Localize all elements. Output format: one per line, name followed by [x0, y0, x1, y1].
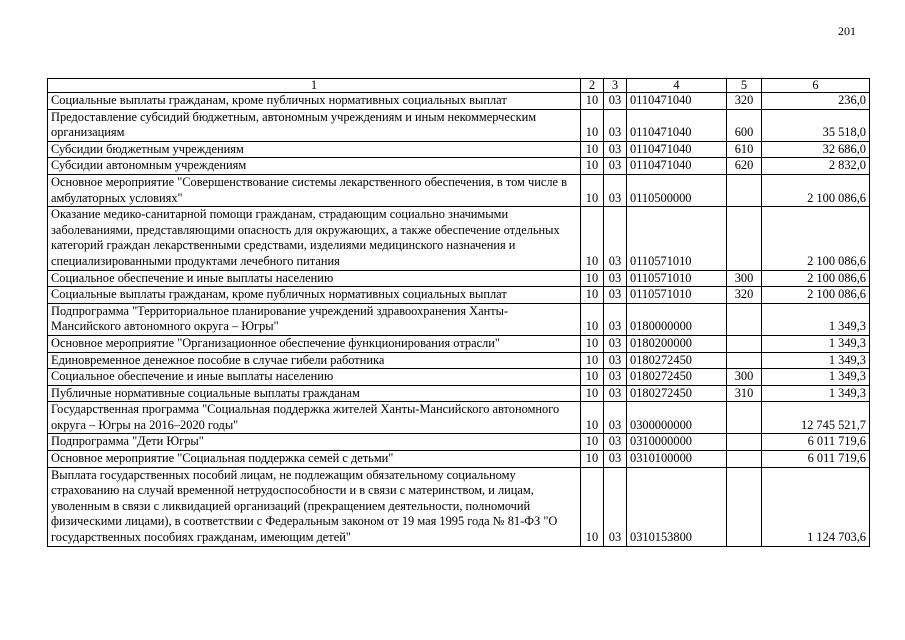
section-cell: 10 — [581, 402, 604, 434]
row-name-cell: Публичные нормативные социальные выплаты гражданам — [48, 385, 581, 402]
subsection-cell: 03 — [604, 451, 627, 468]
table-row — [48, 141, 870, 158]
amount-cell: 1 349,3 — [762, 385, 870, 402]
section-cell: 10 — [581, 385, 604, 402]
subsection-cell: 03 — [604, 335, 627, 352]
expense-type-cell — [727, 174, 762, 206]
row-name-cell: Основное мероприятие "Организационное обеспечение функционирования отрасли" — [48, 335, 581, 352]
row-name-cell: Единовременное денежное пособие в случае гибели работника — [48, 352, 581, 369]
table-row — [48, 174, 870, 206]
subsection-cell: 03 — [604, 174, 627, 206]
amount-cell: 12 745 521,7 — [762, 402, 870, 434]
row-name-cell: Социальное обеспечение и иные выплаты населению — [48, 270, 581, 287]
expense-type-cell — [727, 335, 762, 352]
target-code-cell: 0300000000 — [627, 402, 727, 434]
amount-cell: 1 349,3 — [762, 352, 870, 369]
section-cell: 10 — [581, 451, 604, 468]
row-name-cell: Государственная программа "Социальная поддержка жителей Ханты-Мансийского автономного округа – Югры на 2016–2020 годы" — [48, 402, 581, 434]
expense-type-cell — [727, 451, 762, 468]
table-row — [48, 434, 870, 451]
column-header: 2 — [581, 79, 604, 93]
section-cell: 10 — [581, 141, 604, 158]
target-code-cell: 0310100000 — [627, 451, 727, 468]
target-code-cell: 0110571010 — [627, 287, 727, 304]
target-code-cell: 0110471040 — [627, 141, 727, 158]
amount-cell: 1 124 703,6 — [762, 467, 870, 546]
row-name-cell: Подпрограмма "Территориальное планирование учреждений здравоохранения Ханты-Мансийского автономного округа – Югры" — [48, 303, 581, 335]
row-name-cell: Субсидии автономным учреждениям — [48, 158, 581, 175]
subsection-cell: 03 — [604, 352, 627, 369]
target-code-cell: 0110471040 — [627, 158, 727, 175]
section-cell: 10 — [581, 434, 604, 451]
row-name-cell: Основное мероприятие "Совершенствование системы лекарственного обеспечения, в том числе в амбулаторных условиях" — [48, 174, 581, 206]
expense-type-cell: 620 — [727, 158, 762, 175]
table-row — [48, 369, 870, 386]
subsection-cell: 03 — [604, 402, 627, 434]
table-row — [48, 352, 870, 369]
target-code-cell: 0310153800 — [627, 467, 727, 546]
amount-cell: 2 100 086,6 — [762, 174, 870, 206]
table-row — [48, 402, 870, 434]
section-cell: 10 — [581, 93, 604, 110]
subsection-cell: 03 — [604, 207, 627, 270]
target-code-cell: 0180272450 — [627, 352, 727, 369]
section-cell: 10 — [581, 174, 604, 206]
column-header: 1 — [48, 79, 581, 93]
target-code-cell: 0110571010 — [627, 270, 727, 287]
target-code-cell: 0180272450 — [627, 369, 727, 386]
section-cell: 10 — [581, 369, 604, 386]
expense-type-cell: 300 — [727, 270, 762, 287]
amount-cell: 6 011 719,6 — [762, 451, 870, 468]
subsection-cell: 03 — [604, 141, 627, 158]
column-header: 5 — [727, 79, 762, 93]
expense-type-cell: 300 — [727, 369, 762, 386]
column-header: 4 — [627, 79, 727, 93]
amount-cell: 236,0 — [762, 93, 870, 110]
amount-cell: 2 832,0 — [762, 158, 870, 175]
row-name-cell: Оказание медико-санитарной помощи гражданам, страдающим социально значимыми заболеваниями, представляющими опасность для окружающих, а также обеспечение отдельных категорий граждан лекарственными средствами, изделиями медицинского назначения и специализированными продуктами лечебного питания — [48, 207, 581, 270]
amount-cell: 2 100 086,6 — [762, 270, 870, 287]
expense-type-cell — [727, 303, 762, 335]
expense-type-cell: 310 — [727, 385, 762, 402]
expense-type-cell — [727, 207, 762, 270]
section-cell: 10 — [581, 303, 604, 335]
amount-cell: 1 349,3 — [762, 335, 870, 352]
section-cell: 10 — [581, 287, 604, 304]
row-name-cell: Социальное обеспечение и иные выплаты населению — [48, 369, 581, 386]
expense-type-cell — [727, 352, 762, 369]
column-header: 3 — [604, 79, 627, 93]
section-cell: 10 — [581, 335, 604, 352]
section-cell: 10 — [581, 158, 604, 175]
row-name-cell: Подпрограмма "Дети Югры" — [48, 434, 581, 451]
expense-type-cell: 610 — [727, 141, 762, 158]
subsection-cell: 03 — [604, 93, 627, 110]
row-name-cell: Предоставление субсидий бюджетным, автономным учреждениям и иным некоммерческим организациям — [48, 109, 581, 141]
row-name-cell: Социальные выплаты гражданам, кроме публичных нормативных социальных выплат — [48, 93, 581, 110]
subsection-cell: 03 — [604, 109, 627, 141]
expense-type-cell: 320 — [727, 287, 762, 304]
expense-type-cell: 600 — [727, 109, 762, 141]
section-cell: 10 — [581, 109, 604, 141]
amount-cell: 2 100 086,6 — [762, 287, 870, 304]
target-code-cell: 0180200000 — [627, 335, 727, 352]
section-cell: 10 — [581, 207, 604, 270]
expense-type-cell — [727, 434, 762, 451]
row-name-cell: Социальные выплаты гражданам, кроме публичных нормативных социальных выплат — [48, 287, 581, 304]
table-header-row — [48, 79, 870, 93]
subsection-cell: 03 — [604, 270, 627, 287]
target-code-cell: 0110500000 — [627, 174, 727, 206]
target-code-cell: 0310000000 — [627, 434, 727, 451]
section-cell: 10 — [581, 270, 604, 287]
target-code-cell: 0110471040 — [627, 109, 727, 141]
expense-type-cell — [727, 402, 762, 434]
amount-cell: 1 349,3 — [762, 369, 870, 386]
amount-cell: 1 349,3 — [762, 303, 870, 335]
subsection-cell: 03 — [604, 369, 627, 386]
subsection-cell: 03 — [604, 303, 627, 335]
subsection-cell: 03 — [604, 158, 627, 175]
table-row — [48, 158, 870, 175]
subsection-cell: 03 — [604, 434, 627, 451]
target-code-cell: 0180000000 — [627, 303, 727, 335]
target-code-cell: 0180272450 — [627, 385, 727, 402]
table-row — [48, 287, 870, 304]
column-header: 6 — [762, 79, 870, 93]
table-row — [48, 303, 870, 335]
row-name-cell: Основное мероприятие "Социальная поддержка семей с детьми" — [48, 451, 581, 468]
table-row — [48, 270, 870, 287]
table-row — [48, 467, 870, 546]
expense-type-cell: 320 — [727, 93, 762, 110]
section-cell: 10 — [581, 352, 604, 369]
table-row — [48, 335, 870, 352]
table-row — [48, 451, 870, 468]
subsection-cell: 03 — [604, 467, 627, 546]
row-name-cell: Субсидии бюджетным учреждениям — [48, 141, 581, 158]
table-row — [48, 207, 870, 270]
row-name-cell: Выплата государственных пособий лицам, не подлежащим обязательному социальному страхованию на случай временной нетрудоспособности и в связи с материнством, и лицам, уволенным в связи с ликвидацией организаций (прекращением деятельности, полномочий физическими лицами), в соответствии с Федеральным законом от 19 мая 1995 года № 81-ФЗ "О государственных пособиях гражданам, имеющим детей" — [48, 467, 581, 546]
target-code-cell: 0110571010 — [627, 207, 727, 270]
table-row — [48, 109, 870, 141]
page-number: 201 — [838, 24, 856, 38]
expense-type-cell — [727, 467, 762, 546]
section-cell: 10 — [581, 467, 604, 546]
amount-cell: 2 100 086,6 — [762, 207, 870, 270]
amount-cell: 35 518,0 — [762, 109, 870, 141]
subsection-cell: 03 — [604, 385, 627, 402]
budget-table — [47, 78, 870, 547]
target-code-cell: 0110471040 — [627, 93, 727, 110]
amount-cell: 6 011 719,6 — [762, 434, 870, 451]
subsection-cell: 03 — [604, 287, 627, 304]
table-row — [48, 385, 870, 402]
amount-cell: 32 686,0 — [762, 141, 870, 158]
table-row — [48, 93, 870, 110]
